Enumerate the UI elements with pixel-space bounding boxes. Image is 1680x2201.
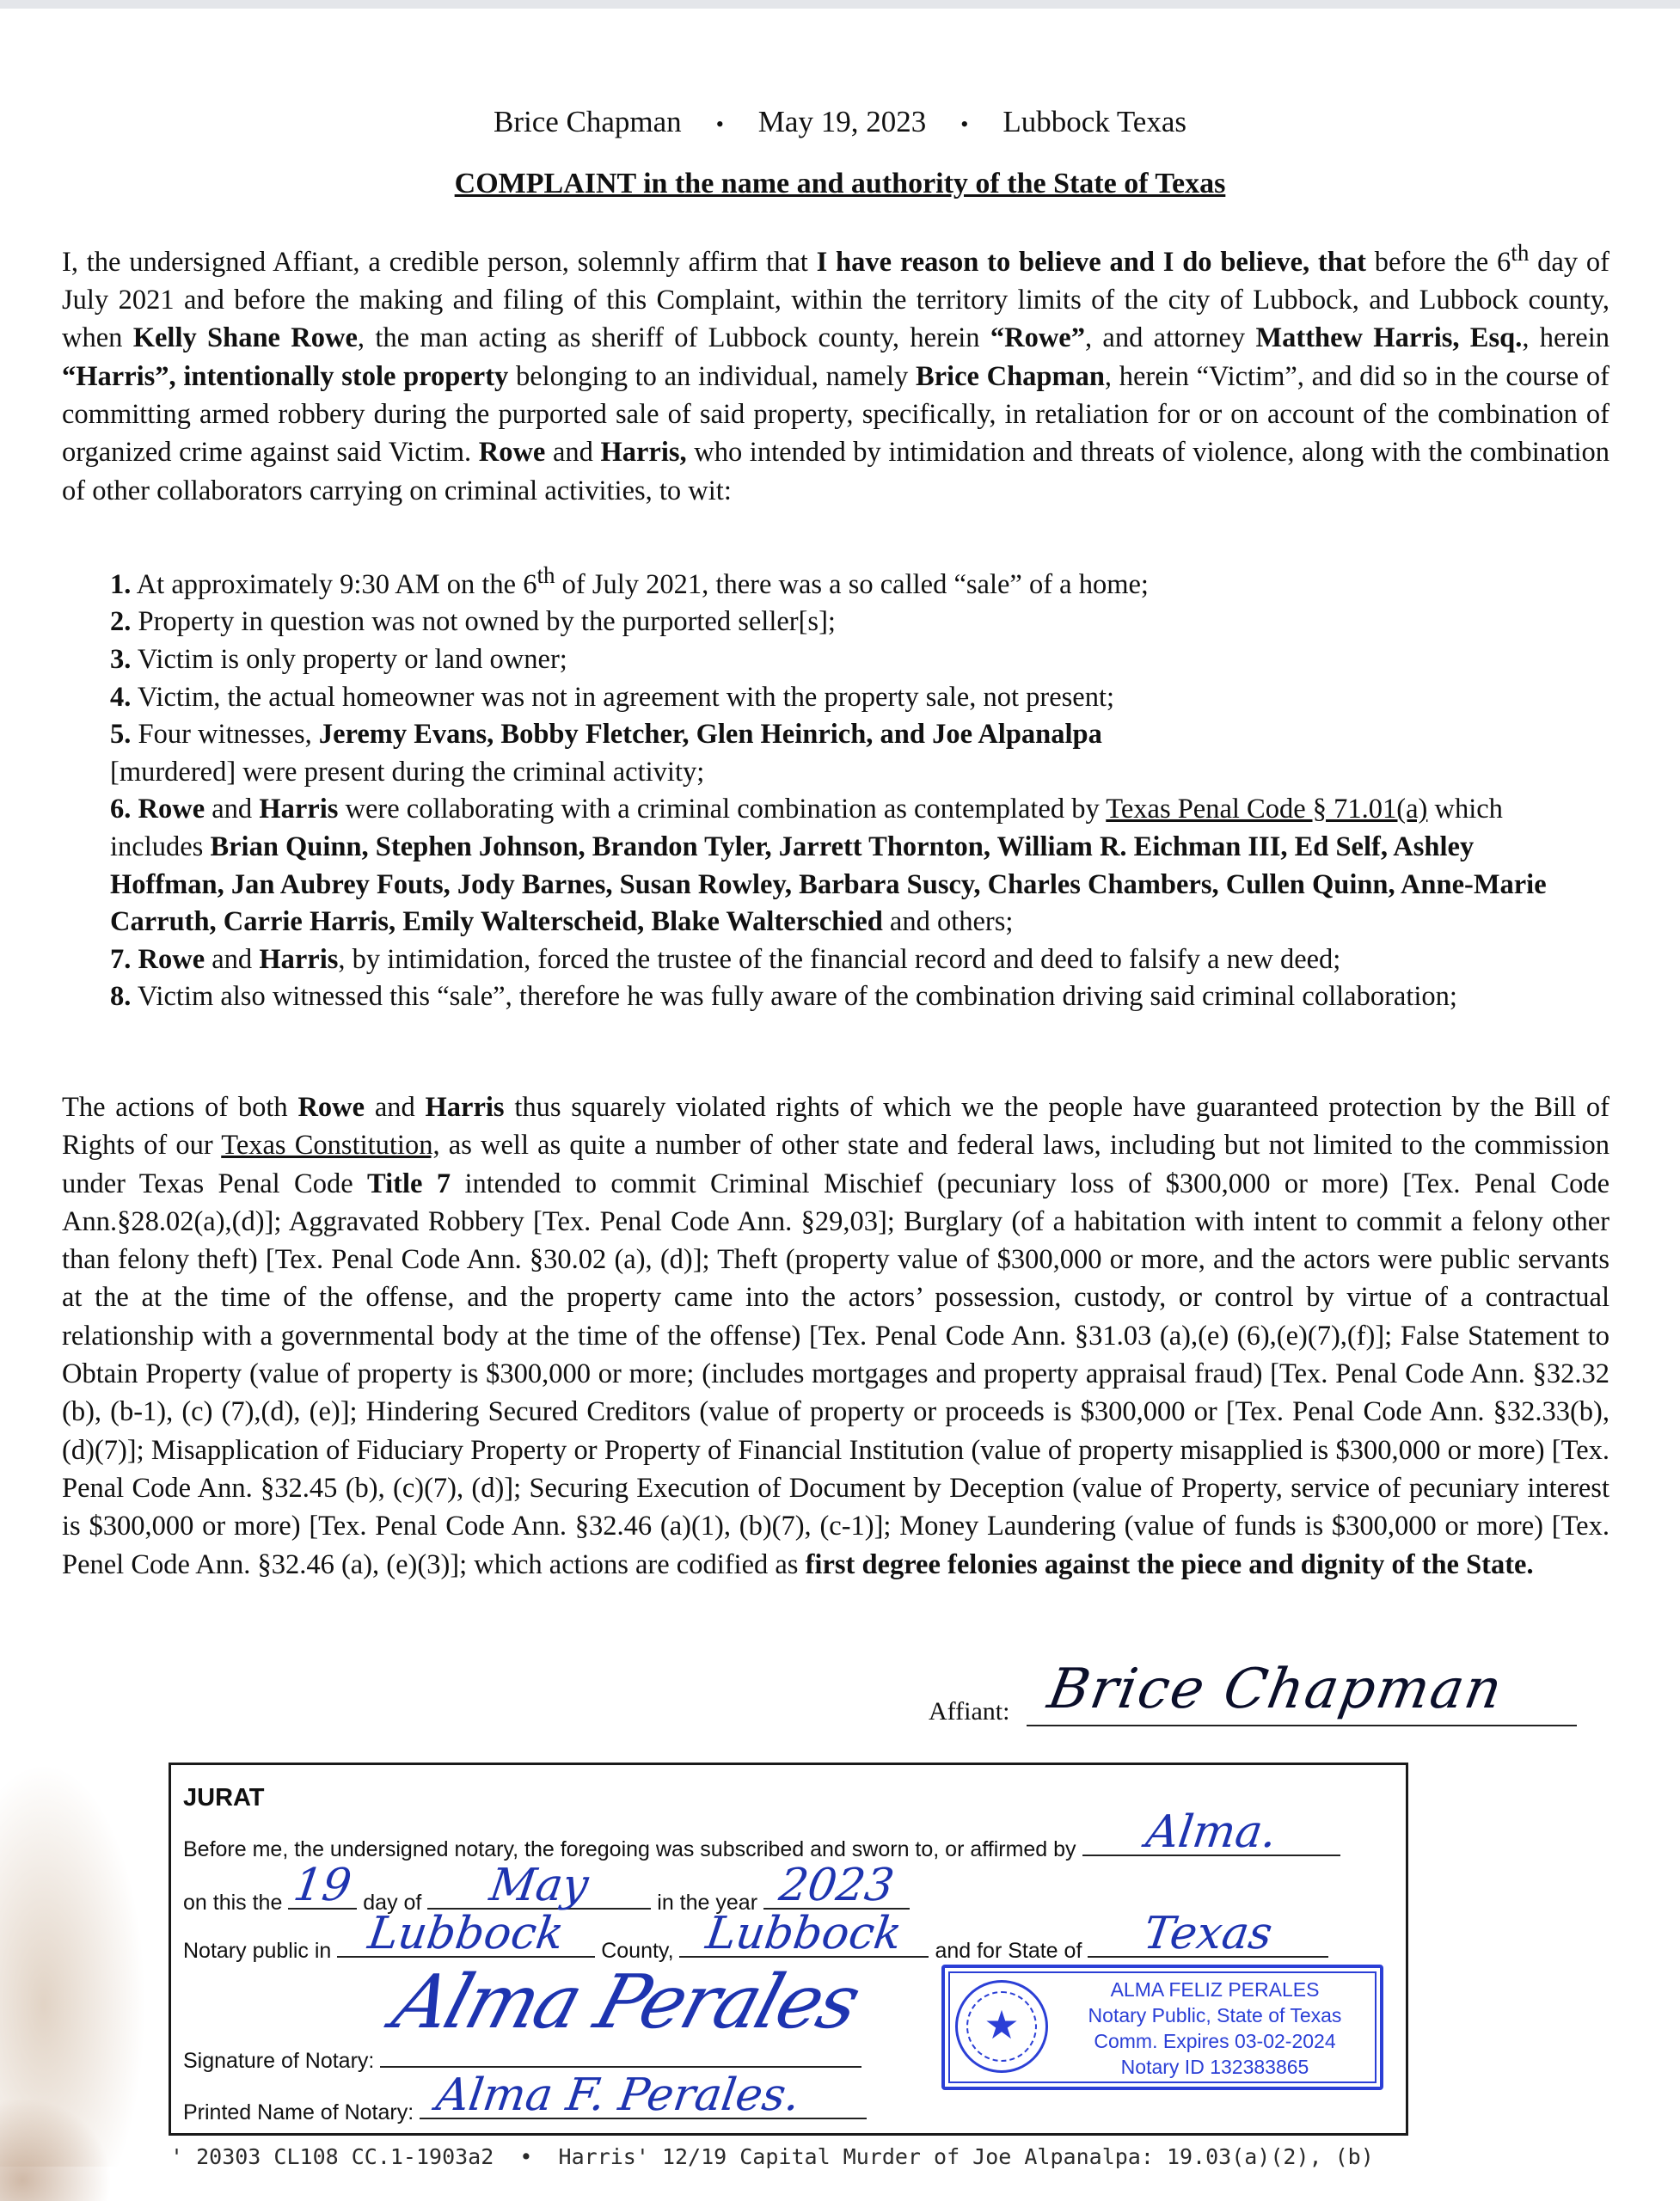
item-bold: Rowe: [131, 943, 205, 975]
closing-paragraph: [62, 1088, 1609, 1584]
scan-edge: [0, 0, 1680, 9]
intro-bold: “Rowe”: [990, 322, 1085, 354]
item-number: 1.: [110, 568, 132, 600]
item-number: 8.: [110, 981, 132, 1013]
closing-bold: Title 7: [367, 1168, 451, 1199]
item-bold: Harris: [259, 794, 339, 825]
intro-bold: Matthew Harris, Esq.: [1255, 322, 1523, 354]
list-item: [110, 941, 1589, 979]
item-text: Four witnesses,: [131, 719, 319, 751]
list-item: [110, 557, 1589, 604]
notary-signature-line[interactable]: [380, 2040, 861, 2068]
jurat-text: Before me, the undersigned notary, the foregoing was subscribed and sworn to, or affirmed by: [183, 1837, 1076, 1861]
state-field[interactable]: [1088, 1908, 1328, 1959]
list-item: [110, 641, 1589, 679]
intro-text: , herein “Victim”, and did so in the course of committing armed robbery during the purported sale of said property, specifically, in retaliation for or on account of the combination of organized crime against said Victim.: [62, 360, 1609, 469]
county-handwriting: Lubbock: [702, 1908, 905, 1959]
notary-seal-icon: [955, 1980, 1048, 2073]
affirmed-by-field[interactable]: [1082, 1806, 1340, 1858]
notary-signature: Alma Perales: [383, 1959, 868, 2045]
closing-text: The actions of both: [62, 1092, 298, 1123]
jurat-text: and for State of: [935, 1939, 1082, 1963]
item-text: and others;: [882, 906, 1014, 938]
county-field[interactable]: [679, 1908, 929, 1959]
item-text: and: [205, 943, 260, 975]
footer-reference: ' 20303 CL108 CC.1-1903a2 • Harris' 12/19 Capital Murder of Joe Alpanalpa: 19.03(a)(2), (b): [170, 2144, 1374, 2169]
closing-text: and: [365, 1092, 426, 1123]
city-handwriting: Lubbock: [365, 1908, 567, 1959]
jurat-heading: JURAT: [183, 1784, 265, 1812]
affirmed-by-handwriting: Alma.: [1142, 1806, 1280, 1858]
year-field[interactable]: [763, 1860, 910, 1911]
closing-bold: Harris: [425, 1092, 505, 1123]
stamp-title: Notary Public, State of Texas: [1088, 2004, 1342, 2026]
star-icon: ★: [984, 2002, 1020, 2047]
stamp-text: [1062, 1977, 1368, 2080]
jurat-text: day of: [363, 1891, 422, 1915]
intro-text: belonging to an individual, namely: [508, 360, 916, 392]
jurat-text: Signature of Notary:: [183, 2049, 375, 2073]
intro-bold: Rowe: [478, 437, 546, 469]
jurat-text: on this the: [183, 1891, 283, 1915]
stamp-expiry: Comm. Expires 03-02-2024: [1094, 2030, 1336, 2052]
printed-name-handwriting: Alma F. Perales.: [432, 2069, 804, 2121]
header-date: May 19, 2023: [757, 105, 927, 138]
list-item: [110, 791, 1589, 941]
intro-text: who intended by intimidation and threats of violence, along with the combination of other collaborators carrying on criminal activities, to wit:: [62, 437, 1609, 506]
item-text: of July 2021, there was a so called “sale” of a home;: [555, 568, 1149, 600]
closing-bold: Rowe: [297, 1092, 365, 1123]
day-field[interactable]: [288, 1860, 357, 1911]
header-separator: •: [960, 111, 969, 137]
intro-text: , the man acting as sheriff of Lubbock county, herein: [357, 322, 990, 354]
witness-names: Jeremy Evans, Bobby Fletcher, Glen Heinrich, and Joe Alpanalpa: [318, 719, 1102, 751]
stamp-name: ALMA FELIZ PERALES: [1110, 1978, 1320, 2001]
item-bold: Rowe: [131, 794, 205, 825]
intro-text: day of July 2021 and before the making and filing of this Complaint, within the territory limits of the city of Lubbock, and Lubbock county, when: [62, 246, 1609, 354]
item-number: 7.: [110, 943, 132, 975]
list-item: [110, 978, 1589, 1016]
intro-text: before the: [1365, 246, 1498, 278]
item-number: 5.: [110, 719, 132, 751]
jurat-box: [169, 1763, 1408, 2136]
day-handwriting: 19: [291, 1860, 355, 1911]
jurat-printed-row: [183, 2069, 867, 2125]
item-text: Property in question was not owned by the purported seller[s];: [131, 606, 836, 638]
intro-text: , herein: [1522, 322, 1609, 354]
jurat-location-row: [183, 1908, 1328, 1964]
item-number: 6.: [110, 794, 132, 825]
jurat-text: in the year: [657, 1891, 758, 1915]
stamp-id: Notary ID 132383865: [1120, 2056, 1309, 2078]
month-field[interactable]: [427, 1860, 651, 1911]
document-header: [0, 105, 1680, 139]
item-text: , by intimidation, forced the trustee of the financial record and deed to falsify a new deed;: [338, 943, 1341, 975]
affiant-signature: Brice Chapman: [1043, 1658, 1509, 1721]
item-number: 4.: [110, 681, 132, 713]
closing-bold: first degree felonies against the piece and dignity of the State.: [805, 1548, 1534, 1580]
item-text: Victim is only property or land owner;: [131, 644, 567, 676]
state-handwriting: Texas: [1140, 1908, 1276, 1959]
list-item: [110, 679, 1589, 717]
jurat-text: County,: [601, 1939, 674, 1963]
affiant-signature-line: [1027, 1725, 1577, 1726]
item-bold: Harris: [259, 943, 339, 975]
item-number: 3.: [110, 644, 132, 676]
intro-bold: Brice Chapman: [915, 360, 1105, 392]
list-item: [110, 604, 1589, 641]
header-separator: •: [715, 111, 724, 137]
closing-text: thus squarely violated rights of which we the people have guaranteed protection by the Bill of Rights of our: [62, 1092, 1609, 1162]
ordinal-suffix: th: [1511, 240, 1530, 266]
intro-bold: “Harris”, intentionally stole property: [62, 360, 509, 392]
intro-bold: I have reason to believe and I do believe, that: [816, 246, 1366, 278]
intro-bold: Harris,: [600, 437, 687, 469]
constitution-reference: Texas Constitution,: [221, 1130, 440, 1162]
jurat-text: Printed Name of Notary:: [183, 2100, 414, 2124]
notary-stamp: [941, 1965, 1383, 2090]
affiant-label: Affiant:: [929, 1697, 1010, 1726]
item-text: and: [205, 794, 260, 825]
intro-bold: Kelly Shane Rowe: [132, 322, 358, 354]
allegation-list: [110, 557, 1589, 1016]
item-text: Victim, the actual homeowner was not in agreement with the property sale, not present;: [131, 681, 1115, 713]
printed-name-field[interactable]: [420, 2069, 867, 2121]
item-text: Victim also witnessed this “sale”, therefore he was fully aware of the combination driving said criminal collaboration;: [131, 981, 1457, 1013]
header-name: Brice Chapman: [494, 105, 682, 138]
intro-text: 6: [1497, 246, 1511, 278]
penal-code-reference: Texas Penal Code § 71.01(a): [1106, 794, 1428, 825]
notary-city-field[interactable]: [337, 1908, 595, 1959]
jurat-text: Notary public in: [183, 1939, 332, 1963]
paper-stain-corner: [0, 2098, 112, 2201]
ordinal-suffix: th: [536, 562, 555, 588]
closing-text: as well as quite a number of other state and federal laws, including but not limited to the commission under Texas Penal Code: [62, 1130, 1609, 1199]
document-title: COMPLAINT in the name and authority of the State of Texas: [454, 168, 1226, 199]
list-item: [110, 716, 1589, 791]
item-text: At approximately 9:30 AM on the 6: [131, 568, 537, 600]
jurat-affirmed-row: [183, 1806, 1340, 1862]
year-handwriting: 2023: [776, 1860, 898, 1911]
closing-text: intended to commit Criminal Mischief (pecuniary loss of $300,000 or more) [Tex. Penal Code Ann.§28.02(a),(d)]; Aggravated Robbery [Tex. Penal Code Ann. §29,03]; Burglary (of a habitation with intent to commit a felony other than felony theft) [Tex. Penal Code Ann. §30.02 (a), (d)]; Theft (property value of $300,000 or more, and the actors were public servants at the at the time of the offense, and the property came into the actors’ possession, custody, or control by virtue of a contractual relationship with a governmental body at the time of the offense) [Tex. Penal Code Ann. §31.03 (a),(e) (6),(e)(7),(f)]; False Statement to Obtain Property (value of property is $300,000 or more; (includes mortgages and property appraisal fraud) [Tex. Penal Code Ann. §32.32 (b), (b-1), (c) (7),(d), (e)]; Hindering Secured Creditors (value of property or proceeds is $300,000 or [Tex. Penal Code Ann. §32.33(b), (d)(7)]; Misapplication of Fiduciary Property or Property of Financial Institution (value of property misapplied is $300,000 or more) [Tex. Penal Code Ann. §32.45 (b), (c)(7), (d)]; Securing Execution of Document by Deception (value of Property, service of pecuniary interest is $300,000 or more) [Tex. Penal Code Ann. §32.46 (a)(1), (b)(7), (c-1)]; Money Laundering (value of funds is $300,000 or more) [Tex. Penel Code Ann. §32.46 (a), (e)(3)]; which actions are codified as: [62, 1168, 1609, 1580]
combination-names: Brian Quinn, Stephen Johnson, Brandon Tyler, Jarrett Thornton, William R. Eichman III, Ed Self, Ashley Hoffman, Jan Aubrey Fouts, Jody Barnes, Susan Rowley, Barbara Suscy, Charles Chambers, Cullen Quinn, Anne-Marie Carruth, Carrie Harris, Emily Walterscheid, Blake Walterschied: [110, 831, 1547, 938]
item-text: which includes: [110, 794, 1503, 862]
item-number: 2.: [110, 606, 132, 638]
intro-text: and: [545, 437, 601, 469]
month-handwriting: May: [487, 1860, 592, 1911]
header-place: Lubbock Texas: [1002, 105, 1186, 138]
intro-paragraph: [62, 234, 1609, 510]
intro-text: I, the undersigned Affiant, a credible person, solemnly affirm that: [62, 246, 817, 278]
intro-text: , and attorney: [1084, 322, 1256, 354]
item-text: were collaborating with a criminal combination as contemplated by: [338, 794, 1107, 825]
item-text: [murdered] were present during the criminal activity;: [110, 756, 705, 788]
